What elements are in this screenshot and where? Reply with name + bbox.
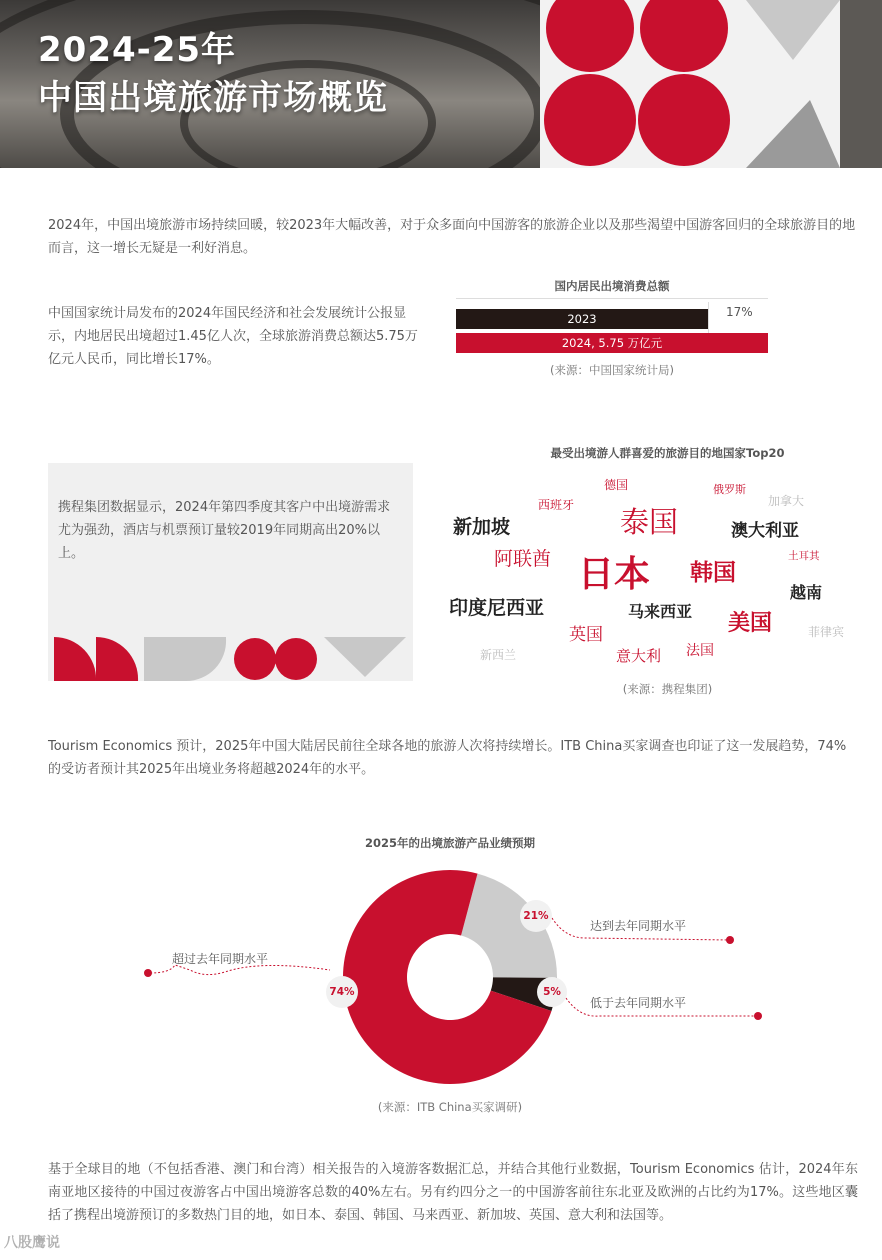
hero-banner bbox=[0, 0, 882, 168]
bar-2024: 2024, 5.75 万亿元 bbox=[456, 333, 768, 353]
decor-shapes bbox=[54, 637, 410, 681]
donut-chart-source: (来源：ITB China买家调研) bbox=[377, 1100, 523, 1114]
word-russia: 俄罗斯 bbox=[713, 483, 746, 496]
divider bbox=[456, 298, 768, 299]
legend-above: 超过去年同期水平 bbox=[172, 952, 269, 966]
page-title-line2: 中国出境旅游市场概览 bbox=[38, 78, 388, 118]
bottom-paragraph: 基于全球目的地（不包括香港、澳门和台湾）相关报告的入境游客数据汇总，并结合其他行业数据，Tourism Economics 估计，2024年东南亚地区接待的中国过夜游客占中国出境游客总数的40%左右。另有约四分之一的中国游客前往东北亚及欧洲的占比约为17%。这些地区囊括了携程出境游预订的多数热门目的地，如日本、泰国、韩国、马来西亚、新加坡、英国、意大利和法国等。 bbox=[48, 1162, 858, 1223]
donut-chart-title: 2025年的出境旅游产品业绩预期 bbox=[364, 836, 535, 850]
word-malaysia: 马来西亚 bbox=[628, 602, 693, 621]
divider bbox=[708, 302, 709, 334]
bar-2023: 2023 bbox=[456, 309, 708, 329]
word-uk: 英国 bbox=[569, 625, 603, 645]
legend-same: 达到去年同期水平 bbox=[590, 919, 687, 933]
word-france: 法国 bbox=[686, 643, 714, 659]
watermark: 八股鹰说 bbox=[4, 1235, 60, 1251]
word-germany: 德国 bbox=[604, 478, 629, 492]
word-singapore: 新加坡 bbox=[453, 516, 511, 538]
word-newzealand: 新西兰 bbox=[480, 648, 517, 662]
word-vietnam: 越南 bbox=[790, 583, 823, 602]
ctrip-box bbox=[48, 463, 413, 681]
marker-above bbox=[144, 969, 152, 977]
donut-chart bbox=[0, 860, 882, 1090]
stats-paragraph: 中国国家统计局发布的2024年国民经济和社会发展统计公报显示，内地居民出境超过1.45亿人次，全球旅游消费总额达5.75万亿元人民币，同比增长17%。 bbox=[48, 306, 418, 367]
word-australia: 澳大利亚 bbox=[731, 521, 799, 541]
word-spain: 西班牙 bbox=[538, 498, 575, 512]
marker-same bbox=[726, 936, 734, 944]
pct-label-below: 5% bbox=[537, 977, 567, 1007]
word-thailand: 泰国 bbox=[620, 505, 679, 539]
word-japan: 日本 bbox=[578, 554, 651, 595]
pct-label-above: 74% bbox=[326, 976, 358, 1008]
wordcloud-source: (来源：携程集团) bbox=[622, 682, 713, 696]
word-italy: 意大利 bbox=[616, 647, 662, 665]
ctrip-paragraph: 携程集团数据显示，2024年第四季度其客户中出境游需求尤为强劲，酒店与机票预订量较2019年同期高出20%以上。 bbox=[58, 500, 391, 561]
word-usa: 美国 bbox=[728, 611, 773, 636]
word-uae: 阿联酋 bbox=[494, 548, 552, 570]
legend-below: 低于去年同期水平 bbox=[590, 996, 687, 1010]
growth-label: 17% bbox=[726, 305, 753, 319]
pct-label-same: 21% bbox=[520, 900, 552, 932]
marker-below bbox=[754, 1012, 762, 1020]
wordcloud-title: 最受出境游人群喜爱的旅游目的地国家Top20 bbox=[550, 446, 785, 460]
word-canada: 加拿大 bbox=[768, 494, 805, 508]
decor-shapes bbox=[540, 0, 882, 168]
te-paragraph: Tourism Economics 预计，2025年中国大陆居民前往全球各地的旅游人次将持续增长。ITB China买家调查也印证了这一发展趋势，74%的受访者预计其2025年出境业务将超越2024年的水平。 bbox=[48, 739, 847, 777]
intro-paragraph: 2024年，中国出境旅游市场持续回暖，较2023年大幅改善，对于众多面向中国游客的旅游企业以及那些渴望中国游客回归的全球旅游目的地而言，这一增长无疑是一利好消息。 bbox=[48, 218, 856, 256]
word-turkey: 土耳其 bbox=[788, 550, 820, 562]
word-korea: 韩国 bbox=[690, 560, 736, 586]
page-title-line1: 2024-25年 bbox=[38, 30, 237, 70]
word-indonesia: 印度尼西亚 bbox=[449, 597, 545, 619]
word-philippines: 菲律宾 bbox=[808, 625, 845, 639]
spending-chart-source: (来源：中国国家统计局) bbox=[550, 363, 674, 377]
spending-chart-title: 国内居民出境消费总额 bbox=[554, 279, 670, 293]
